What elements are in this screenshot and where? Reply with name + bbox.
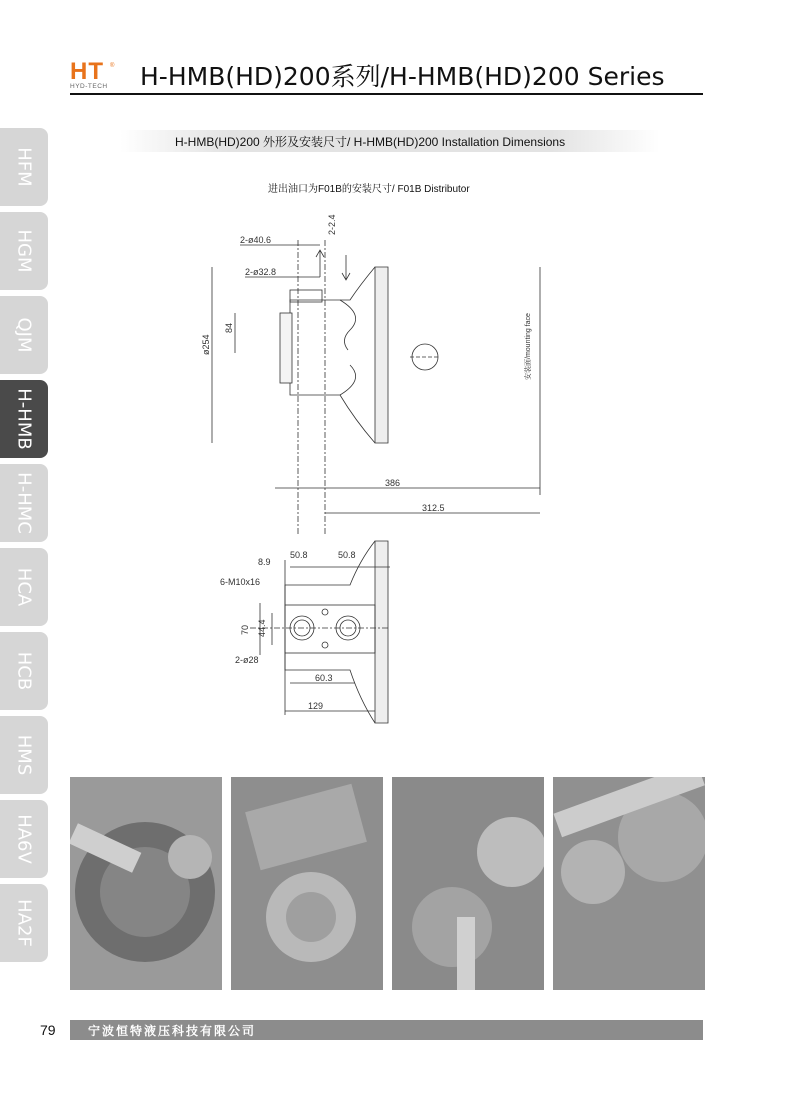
top-view [212, 240, 540, 535]
product-photos [70, 777, 703, 990]
page-footer [40, 1020, 703, 1040]
dim-label: 44.4 [257, 619, 267, 637]
side-tab-label: HA6V [13, 814, 35, 864]
side-tab-label: H-HMC [13, 472, 35, 534]
logo-subtext: HYD-TECH [70, 83, 108, 90]
side-tab-label: HGM [13, 229, 35, 273]
company-name: 宁波恒特液压科技有限公司 [88, 1024, 257, 1038]
dim-label: 84 [224, 322, 234, 333]
logo-text: HT [70, 58, 104, 85]
dim-label: 2-ø40.6 [240, 235, 272, 245]
page-number: 79 [40, 1022, 56, 1038]
drawing-subtitle: 进出油口为F01B的安装尺寸/ F01B Distributor [268, 184, 470, 195]
section-title: H-HMB(HD)200 外形及安装尺寸/ H-HMB(HD)200 Installation Dimensions [175, 135, 566, 149]
dim-label: ø254 [201, 334, 211, 355]
dim-label: 50.8 [338, 550, 356, 560]
motor-photo-2 [231, 777, 383, 990]
dim-label: 386 [385, 478, 401, 488]
side-tab-hfm[interactable] [0, 128, 48, 206]
side-tab-label: HCB [13, 651, 35, 691]
dim-label: 312.5 [422, 503, 445, 513]
side-tab-ha6v[interactable] [0, 800, 48, 878]
company-logo [70, 60, 116, 92]
side-tab-label: HA2F [13, 899, 35, 947]
side-tab-label: HFM [13, 147, 35, 187]
page-title: H-HMB(HD)200系列/H-HMB(HD)200 Series [140, 62, 665, 91]
side-tab-hms[interactable] [0, 716, 48, 794]
mounting-face-label: 安装面/mounting face [525, 313, 532, 380]
side-tab-h-hmb[interactable] [0, 380, 48, 458]
side-tab-label: HMS [13, 734, 35, 776]
installation-drawing [190, 205, 570, 735]
dim-label: 70 [240, 624, 250, 635]
section-title-bar [120, 130, 660, 152]
side-tab-h-hmc[interactable] [0, 464, 48, 542]
side-tab-label: QJM [13, 317, 35, 353]
side-tab-hgm[interactable] [0, 212, 48, 290]
side-tab-qjm[interactable] [0, 296, 48, 374]
bottom-view [250, 541, 390, 723]
motor-photo-3 [392, 777, 544, 990]
dim-label: 2-ø32.8 [245, 267, 277, 277]
dim-label: 6-M10x16 [220, 577, 261, 587]
side-tab-hca[interactable] [0, 548, 48, 626]
dim-label: 2-2.4 [327, 214, 337, 235]
footer-bar [272, 1020, 703, 1040]
page-header [70, 58, 703, 96]
dim-label: 50.8 [290, 550, 308, 560]
dim-label: 60.3 [315, 673, 333, 683]
dim-label: 2-ø28 [235, 655, 259, 665]
dim-label: 129 [308, 701, 324, 711]
dim-label: 8.9 [258, 557, 271, 567]
side-tab-label: H-HMB [13, 388, 35, 450]
header-rule [70, 93, 703, 95]
side-tab-label: HCA [13, 567, 35, 607]
motor-photo-1 [70, 777, 222, 990]
side-tab-ha2f[interactable] [0, 884, 48, 962]
logo-registered-mark: ® [110, 63, 115, 69]
side-tab-hcb[interactable] [0, 632, 48, 710]
motor-photo-4 [553, 777, 705, 990]
